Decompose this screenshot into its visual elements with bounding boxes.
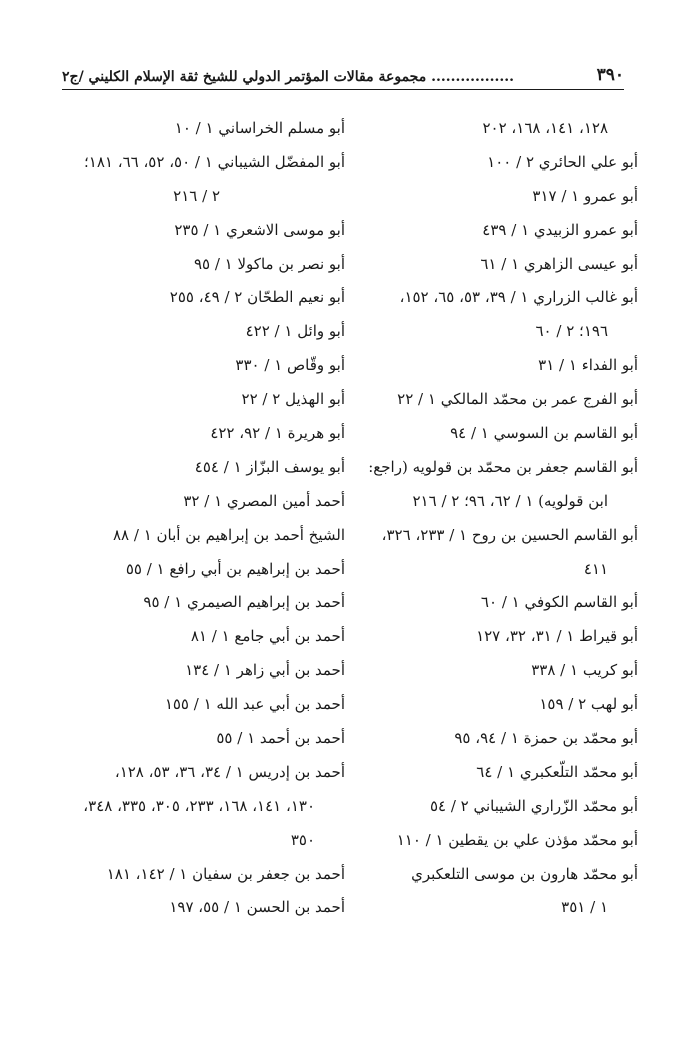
index-entry: أبو وقّاص ١ / ٣٣٠ — [235, 356, 345, 375]
index-entry: أحمد بن إدريس ١ / ٣٤، ٣٦، ٥٣، ١٢٨، — [114, 762, 345, 781]
index-entry: ٣٥٠ — [290, 830, 315, 849]
header-dots: ................. — [431, 69, 514, 85]
header-title: مجموعة مقالات المؤتمر الدولي للشيخ ثقة الإسلام الكليني /ج٢ — [62, 69, 427, 85]
index-entry: أبو مسلم الخراساني ١ / ١٠ — [174, 119, 345, 137]
index-entry: أحمد بن أبي جامع ١ / ٨١ — [190, 627, 345, 646]
index-entry: ١٩٦؛ ٢ / ٦٠ — [535, 322, 608, 341]
index-entry: أحمد بن الحسن ١ / ٥٥، ١٩٧ — [169, 898, 345, 917]
page-header — [62, 60, 624, 90]
index-entry: أبو محمّد بن حمزة ١ / ٩٤، ٩٥ — [454, 729, 638, 748]
index-entry: ١ / ٣٥١ — [561, 898, 608, 917]
index-entry: أبو كريب ١ / ٣٣٨ — [531, 661, 638, 680]
index-entry: أبو موسى الاشعري ١ / ٢٣٥ — [174, 220, 345, 239]
index-entry: أبو محمّد مؤذن علي بن يقطين ١ / ١١٠ — [396, 830, 638, 849]
running-title — [62, 69, 514, 85]
index-entry: أبو محمّد هارون بن موسى التلعكبري — [411, 864, 638, 883]
index-entry: أبو علي الحائري ٢ / ١٠٠ — [487, 152, 638, 171]
index-entry: أبو الفداء ١ / ٣١ — [538, 356, 638, 375]
index-entry: أبو القاسم جعفر بن محمّد بن قولويه (راجع: — [368, 457, 638, 476]
index-entry: أبو هريرة ١ / ٩٢، ٤٢٢ — [210, 424, 345, 443]
index-column-right — [368, 112, 638, 925]
index-entry: أبو محمّد التلّعكبري ١ / ٦٤ — [476, 762, 638, 781]
index-entry: ٤١١ — [583, 559, 608, 578]
index-entry: أبو محمّد الزّراري الشيباني ٢ / ٥٤ — [429, 796, 638, 815]
index-entry: أحمد بن أبي زاهر ١ / ١٣٤ — [185, 661, 345, 680]
index-entry: أحمد بن جعفر بن سفيان ١ / ١٤٢، ١٨١ — [106, 864, 345, 883]
index-entry: أبو القاسم الحسين بن روح ١ / ٢٣٣، ٣٢٦، — [381, 525, 638, 544]
index-entry: ابن قولويه) ١ / ٦٢، ٩٦؛ ٢ / ٢١٦ — [412, 491, 608, 510]
index-entry: أبو المفضّل الشيباني ١ / ٥٠، ٥٢، ٦٦، ١٨١؛ — [84, 152, 345, 171]
page-number: ٣٩٠ — [596, 65, 624, 85]
index-entry: أبو عمرو الزبيدي ١ / ٤٣٩ — [482, 220, 638, 239]
index-entry: أحمد بن إبراهيم بن أبي رافع ١ / ٥٥ — [125, 559, 345, 578]
index-entry: أبو عمرو ١ / ٣١٧ — [532, 186, 638, 205]
index-column-left — [60, 112, 345, 925]
index-entry: أحمد بن أبي عبد الله ١ / ١٥٥ — [164, 695, 345, 714]
index-entry: ١٣٠، ١٤١، ١٦٨، ٢٣٣، ٣٠٥، ٣٣٥، ٣٤٨، — [83, 796, 315, 815]
index-entry: أبو عيسى الزاهري ١ / ٦١ — [480, 254, 638, 273]
index-entry: أحمد بن أحمد ١ / ٥٥ — [216, 729, 345, 748]
index-entry: أبو لهب ٢ / ١٥٩ — [539, 695, 638, 714]
index-entry: ١٢٨، ١٤١، ١٦٨، ٢٠٢ — [482, 119, 608, 137]
index-entry: أبو نصر بن ماكولا ١ / ٩٥ — [193, 254, 345, 273]
index-entry: ٢ / ٢١٦ — [173, 186, 220, 205]
index-entry: أبو القاسم بن السوسي ١ / ٩٤ — [450, 424, 638, 443]
index-entry: أبو قيراط ١ / ٣١، ٣٢، ١٢٧ — [476, 627, 638, 646]
index-entry: أبو الهذيل ٢ / ٢٢ — [241, 390, 345, 409]
index-entry: أبو نعيم الطحّان ٢ / ٤٩، ٢٥٥ — [169, 288, 345, 307]
index-entry: أحمد بن إبراهيم الصيمري ١ / ٩٥ — [143, 593, 345, 612]
index-entry: أبو الفرج عمر بن محمّد المالكي ١ / ٢٢ — [397, 390, 638, 409]
index-entry: أبو يوسف البزّاز ١ / ٤٥٤ — [194, 457, 345, 476]
index-entry: أحمد أمين المصري ١ / ٣٢ — [183, 491, 345, 510]
index-entry: أبو غالب الزراري ١ / ٣٩، ٥٣، ٦٥، ١٥٢، — [399, 288, 638, 307]
index-entry: الشيخ أحمد بن إبراهيم بن أبان ١ / ٨٨ — [112, 525, 345, 544]
index-entry: أبو وائل ١ / ٤٢٢ — [245, 322, 345, 341]
index-entry: أبو القاسم الكوفي ١ / ٦٠ — [480, 593, 638, 612]
